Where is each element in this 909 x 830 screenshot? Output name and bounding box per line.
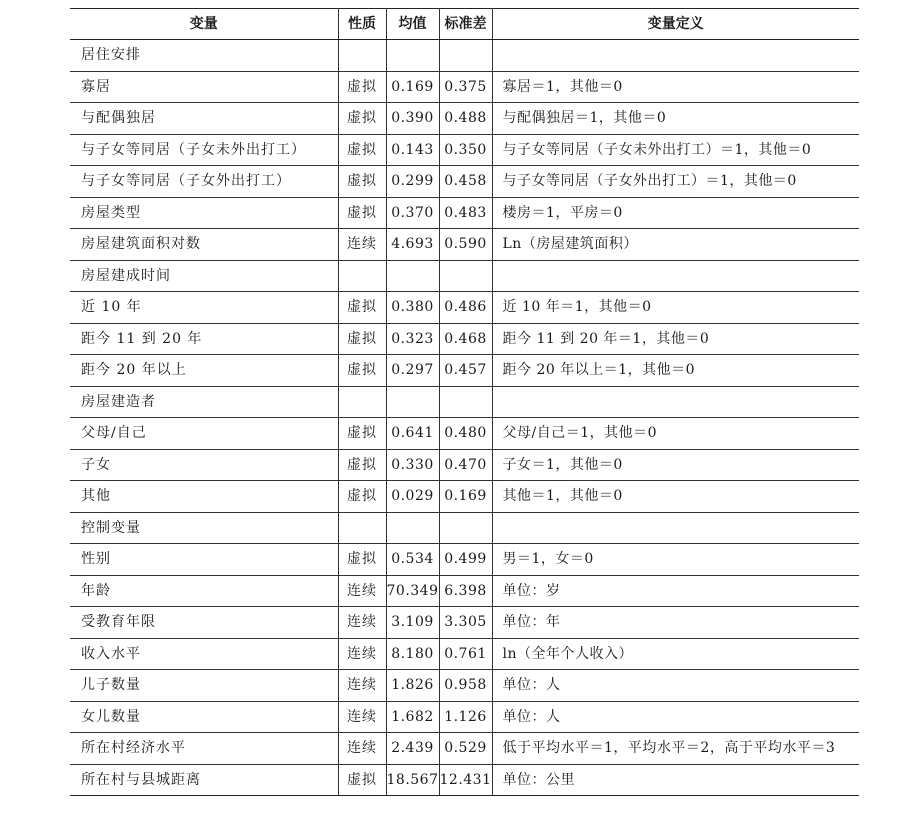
table-row bbox=[70, 40, 859, 72]
table-row bbox=[70, 449, 859, 481]
cell-variable: 距今 20 年以上 bbox=[70, 355, 338, 387]
cell-nature: 虚拟 bbox=[338, 323, 386, 355]
cell-definition: Ln（房屋建筑面积） bbox=[492, 229, 859, 261]
cell-nature bbox=[338, 386, 386, 418]
cell-mean bbox=[386, 260, 439, 292]
cell-mean bbox=[386, 512, 439, 544]
variable-summary-table bbox=[70, 8, 859, 796]
cell-definition: 单位：人 bbox=[492, 670, 859, 702]
cell-variable: 与子女等同居（子女未外出打工） bbox=[70, 134, 338, 166]
cell-variable: 与配偶独居 bbox=[70, 103, 338, 135]
cell-nature: 虚拟 bbox=[338, 449, 386, 481]
cell-variable: 收入水平 bbox=[70, 638, 338, 670]
cell-sd bbox=[439, 260, 492, 292]
cell-nature: 虚拟 bbox=[338, 166, 386, 198]
cell-nature: 虚拟 bbox=[338, 418, 386, 450]
table-row bbox=[70, 386, 859, 418]
cell-mean: 0.370 bbox=[386, 197, 439, 229]
cell-mean: 0.299 bbox=[386, 166, 439, 198]
cell-mean: 0.641 bbox=[386, 418, 439, 450]
cell-nature bbox=[338, 260, 386, 292]
header-nature: 性质 bbox=[338, 9, 386, 40]
table-row bbox=[70, 166, 859, 198]
cell-variable: 儿子数量 bbox=[70, 670, 338, 702]
cell-mean: 3.109 bbox=[386, 607, 439, 639]
cell-sd: 0.350 bbox=[439, 134, 492, 166]
header-definition: 变量定义 bbox=[492, 9, 859, 40]
cell-nature: 连续 bbox=[338, 229, 386, 261]
cell-variable: 房屋建造者 bbox=[70, 386, 338, 418]
cell-definition: 距今 20 年以上＝1，其他＝0 bbox=[492, 355, 859, 387]
cell-sd: 0.457 bbox=[439, 355, 492, 387]
cell-mean: 0.323 bbox=[386, 323, 439, 355]
cell-sd: 0.488 bbox=[439, 103, 492, 135]
cell-sd bbox=[439, 40, 492, 72]
cell-variable: 所在村经济水平 bbox=[70, 733, 338, 765]
cell-nature bbox=[338, 40, 386, 72]
cell-mean: 0.380 bbox=[386, 292, 439, 324]
cell-mean bbox=[386, 40, 439, 72]
cell-variable: 女儿数量 bbox=[70, 701, 338, 733]
cell-variable: 寡居 bbox=[70, 71, 338, 103]
cell-variable: 近 10 年 bbox=[70, 292, 338, 324]
cell-mean: 0.143 bbox=[386, 134, 439, 166]
table-row bbox=[70, 292, 859, 324]
cell-sd: 3.305 bbox=[439, 607, 492, 639]
cell-nature: 虚拟 bbox=[338, 544, 386, 576]
cell-sd: 0.470 bbox=[439, 449, 492, 481]
table-row bbox=[70, 575, 859, 607]
cell-sd: 0.486 bbox=[439, 292, 492, 324]
cell-mean: 0.330 bbox=[386, 449, 439, 481]
cell-definition: ln（全年个人收入） bbox=[492, 638, 859, 670]
cell-sd: 0.468 bbox=[439, 323, 492, 355]
table-row bbox=[70, 544, 859, 576]
cell-variable: 房屋建筑面积对数 bbox=[70, 229, 338, 261]
header-sd: 标准差 bbox=[439, 9, 492, 40]
cell-definition bbox=[492, 260, 859, 292]
cell-definition: 其他＝1，其他＝0 bbox=[492, 481, 859, 513]
cell-variable: 房屋建成时间 bbox=[70, 260, 338, 292]
cell-mean: 2.439 bbox=[386, 733, 439, 765]
cell-definition bbox=[492, 512, 859, 544]
header-variable: 变量 bbox=[70, 9, 338, 40]
cell-nature: 连续 bbox=[338, 670, 386, 702]
cell-sd: 0.169 bbox=[439, 481, 492, 513]
cell-definition: 单位：人 bbox=[492, 701, 859, 733]
cell-mean: 0.029 bbox=[386, 481, 439, 513]
cell-definition: 楼房＝1，平房＝0 bbox=[492, 197, 859, 229]
cell-nature: 虚拟 bbox=[338, 292, 386, 324]
cell-definition bbox=[492, 386, 859, 418]
cell-mean: 1.682 bbox=[386, 701, 439, 733]
cell-sd bbox=[439, 386, 492, 418]
cell-sd: 0.458 bbox=[439, 166, 492, 198]
table-row bbox=[70, 134, 859, 166]
cell-sd: 12.431 bbox=[439, 764, 492, 796]
table-row bbox=[70, 701, 859, 733]
cell-variable: 子女 bbox=[70, 449, 338, 481]
cell-sd: 0.499 bbox=[439, 544, 492, 576]
cell-sd: 0.529 bbox=[439, 733, 492, 765]
cell-variable: 父母/自己 bbox=[70, 418, 338, 450]
cell-definition: 与配偶独居＝1，其他＝0 bbox=[492, 103, 859, 135]
table-row bbox=[70, 607, 859, 639]
cell-sd: 0.958 bbox=[439, 670, 492, 702]
cell-nature: 连续 bbox=[338, 638, 386, 670]
cell-variable: 性别 bbox=[70, 544, 338, 576]
cell-variable: 其他 bbox=[70, 481, 338, 513]
cell-definition: 单位：公里 bbox=[492, 764, 859, 796]
cell-definition: 与子女等同居（子女未外出打工）＝1，其他＝0 bbox=[492, 134, 859, 166]
cell-mean: 18.567 bbox=[386, 764, 439, 796]
cell-nature: 虚拟 bbox=[338, 764, 386, 796]
cell-sd: 6.398 bbox=[439, 575, 492, 607]
cell-mean: 0.297 bbox=[386, 355, 439, 387]
table-row bbox=[70, 229, 859, 261]
table-row bbox=[70, 418, 859, 450]
table-row bbox=[70, 638, 859, 670]
cell-definition: 寡居＝1，其他＝0 bbox=[492, 71, 859, 103]
cell-mean: 0.169 bbox=[386, 71, 439, 103]
cell-variable: 控制变量 bbox=[70, 512, 338, 544]
table-header-row bbox=[70, 9, 859, 40]
table-row bbox=[70, 103, 859, 135]
cell-nature: 连续 bbox=[338, 733, 386, 765]
cell-mean: 8.180 bbox=[386, 638, 439, 670]
table-row bbox=[70, 481, 859, 513]
table-row bbox=[70, 733, 859, 765]
cell-variable: 房屋类型 bbox=[70, 197, 338, 229]
cell-mean: 1.826 bbox=[386, 670, 439, 702]
cell-sd: 0.480 bbox=[439, 418, 492, 450]
cell-sd: 1.126 bbox=[439, 701, 492, 733]
cell-definition: 近 10 年＝1，其他＝0 bbox=[492, 292, 859, 324]
cell-mean: 4.693 bbox=[386, 229, 439, 261]
cell-nature: 虚拟 bbox=[338, 355, 386, 387]
cell-sd: 0.590 bbox=[439, 229, 492, 261]
cell-sd: 0.375 bbox=[439, 71, 492, 103]
cell-nature: 连续 bbox=[338, 701, 386, 733]
table-row bbox=[70, 197, 859, 229]
cell-sd bbox=[439, 512, 492, 544]
cell-nature: 连续 bbox=[338, 575, 386, 607]
cell-sd: 0.483 bbox=[439, 197, 492, 229]
cell-definition: 男＝1，女＝0 bbox=[492, 544, 859, 576]
cell-variable: 所在村与县城距离 bbox=[70, 764, 338, 796]
cell-definition bbox=[492, 40, 859, 72]
cell-nature: 虚拟 bbox=[338, 197, 386, 229]
cell-nature: 虚拟 bbox=[338, 134, 386, 166]
cell-definition: 子女＝1，其他＝0 bbox=[492, 449, 859, 481]
table-row bbox=[70, 260, 859, 292]
cell-variable: 距今 11 到 20 年 bbox=[70, 323, 338, 355]
cell-definition: 距今 11 到 20 年＝1，其他＝0 bbox=[492, 323, 859, 355]
cell-definition: 与子女等同居（子女外出打工）＝1，其他＝0 bbox=[492, 166, 859, 198]
cell-mean: 0.534 bbox=[386, 544, 439, 576]
cell-definition: 单位：年 bbox=[492, 607, 859, 639]
cell-mean bbox=[386, 386, 439, 418]
cell-mean: 70.349 bbox=[386, 575, 439, 607]
cell-nature bbox=[338, 512, 386, 544]
cell-variable: 与子女等同居（子女外出打工） bbox=[70, 166, 338, 198]
cell-nature: 虚拟 bbox=[338, 481, 386, 513]
table-row bbox=[70, 670, 859, 702]
table-body bbox=[70, 40, 859, 796]
header-mean: 均值 bbox=[386, 9, 439, 40]
cell-mean: 0.390 bbox=[386, 103, 439, 135]
cell-definition: 低于平均水平＝1，平均水平＝2，高于平均水平＝3 bbox=[492, 733, 859, 765]
cell-nature: 虚拟 bbox=[338, 71, 386, 103]
cell-sd: 0.761 bbox=[439, 638, 492, 670]
table-row bbox=[70, 512, 859, 544]
cell-variable: 居住安排 bbox=[70, 40, 338, 72]
cell-variable: 受教育年限 bbox=[70, 607, 338, 639]
cell-nature: 虚拟 bbox=[338, 103, 386, 135]
cell-nature: 连续 bbox=[338, 607, 386, 639]
cell-variable: 年龄 bbox=[70, 575, 338, 607]
table-row bbox=[70, 764, 859, 796]
table-row bbox=[70, 323, 859, 355]
cell-definition: 父母/自己＝1，其他＝0 bbox=[492, 418, 859, 450]
cell-definition: 单位：岁 bbox=[492, 575, 859, 607]
table-row bbox=[70, 71, 859, 103]
table-row bbox=[70, 355, 859, 387]
